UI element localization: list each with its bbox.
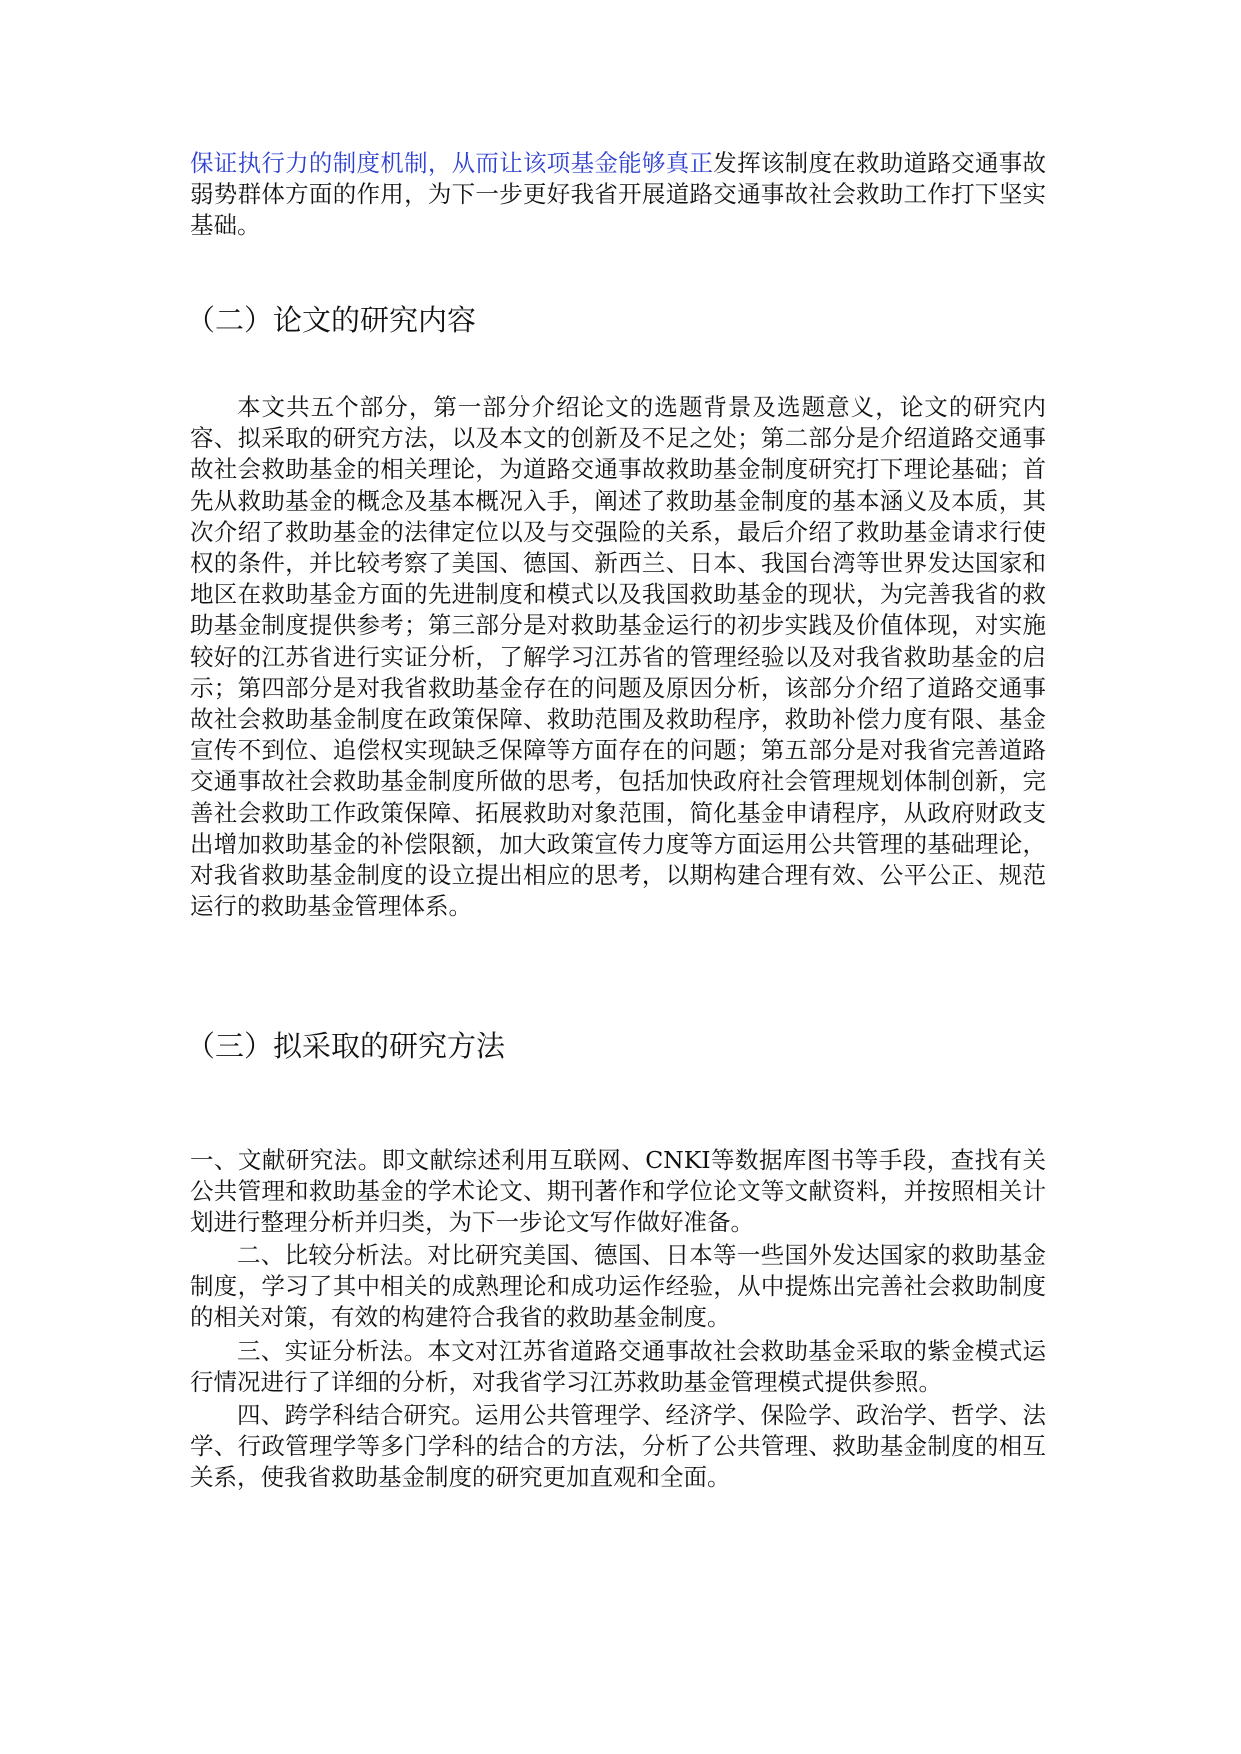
highlighted-text: 保证执行力的制度机制，从而让该项基金能够真正 xyxy=(190,149,714,177)
section-heading-research-content: （二）论文的研究内容 xyxy=(186,303,477,337)
method-item: 四、跨学科结合研究。运用公共管理学、经济学、保险学、政治学、哲学、法学、行政管理学等多门学科的结合的方法，分析了公共管理、救助基金制度的相互关系，使我省救助基金制度的研究更加直观和全面。 xyxy=(190,1401,1046,1492)
method-item: 二、比较分析法。对比研究美国、德国、日本等一些国外发达国家的救助基金制度，学习了其中相关的成熟理论和成功运作经验，从中提炼出完善社会救助制度的相关对策，有效的构建符合我省的救助基金制度。 xyxy=(190,1241,1046,1332)
section-heading-research-methods: （三）拟采取的研究方法 xyxy=(186,1029,506,1063)
intro-paragraph xyxy=(190,148,1046,242)
method-item: 一、文献研究法。即文献综述利用互联网、CNKI等数据库图书等手段，查找有关公共管理和救助基金的学术论文、期刊著作和学位论文等文献资料，并按照相关计划进行整理分析并归类，为下一步论文写作做好准备。 xyxy=(190,1146,1046,1237)
intro-text: 发挥该制度在救助道路交通事故弱势群体方面的作用，为下一步更好我省开展道路交通事故社会救助工作打下坚实基础。 xyxy=(190,149,1047,240)
research-content-paragraph: 本文共五个部分，第一部分介绍论文的选题背景及选题意义，论文的研究内容、拟采取的研究方法，以及本文的创新及不足之处；第二部分是介绍道路交通事故社会救助基金的相关理论，为道路交通事故救助基金制度研究打下理论基础；首先从救助基金的概念及基本概况入手，阐述了救助基金制度的基本涵义及本质，其次介绍了救助基金的法律定位以及与交强险的关系，最后介绍了救助基金请求行使权的条件，并比较考察了美国、德国、新西兰、日本、我国台湾等世界发达国家和地区在救助基金方面的先进制度和模式以及我国救助基金的现状，为完善我省的救助基金制度提供参考；第三部分是对救助基金运行的初步实践及价值体现，对实施较好的江苏省进行实证分析，了解学习江苏省的管理经验以及对我省救助基金的启示；第四部分是对我省救助基金存在的问题及原因分析，该部分介绍了道路交通事故社会救助基金制度在政策保障、救助范围及救助程序，救助补偿力度有限、基金宣传不到位、追偿权实现缺乏保障等方面存在的问题；第五部分是对我省完善道路交通事故社会救助基金制度所做的思考，包括加快政府社会管理规划体制创新，完善社会救助工作政策保障、拓展救助对象范围，简化基金申请程序，从政府财政支出增加救助基金的补偿限额，加大政策宣传力度等方面运用公共管理的基础理论，对我省救助基金制度的设立提出相应的思考，以期构建合理有效、公平公正、规范运行的救助基金管理体系。 xyxy=(190,393,1046,921)
method-item: 三、实证分析法。本文对江苏省道路交通事故社会救助基金采取的紫金模式运行情况进行了详细的分析，对我省学习江苏救助基金管理模式提供参照。 xyxy=(190,1337,1046,1397)
